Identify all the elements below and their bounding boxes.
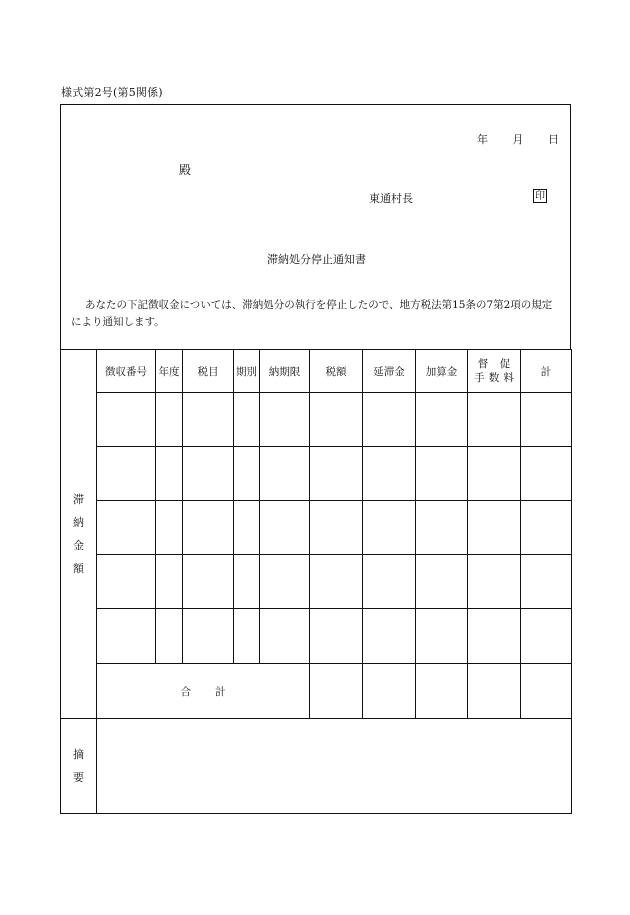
table-cell[interactable] xyxy=(416,447,468,501)
table-cell[interactable] xyxy=(156,447,183,501)
date-line xyxy=(477,131,559,147)
column-header-deadline: 納期限 xyxy=(260,350,310,393)
table-cell[interactable] xyxy=(97,447,156,501)
table-cell[interactable] xyxy=(234,501,260,555)
table-cell[interactable] xyxy=(468,393,521,447)
table-cell[interactable] xyxy=(416,555,468,609)
sum-late-fee-cell[interactable] xyxy=(363,664,416,719)
table-cell[interactable] xyxy=(183,501,234,555)
remarks-label: 摘 要 xyxy=(61,719,97,814)
table-cell[interactable] xyxy=(468,501,521,555)
table-cell[interactable] xyxy=(234,393,260,447)
table-cell[interactable] xyxy=(260,393,310,447)
table-cell[interactable] xyxy=(260,555,310,609)
column-header-additional: 加算金 xyxy=(416,350,468,393)
table-cell[interactable] xyxy=(363,501,416,555)
table-row xyxy=(61,609,572,664)
table-cell[interactable] xyxy=(234,609,260,664)
header-row xyxy=(61,350,572,393)
column-header-tax-item: 税目 xyxy=(183,350,234,393)
table-cell[interactable] xyxy=(310,609,363,664)
table-cell[interactable] xyxy=(416,393,468,447)
day-label: 日 xyxy=(548,133,559,146)
table-cell[interactable] xyxy=(416,501,468,555)
table-cell[interactable] xyxy=(97,393,156,447)
year-label: 年 xyxy=(477,133,488,146)
table-cell[interactable] xyxy=(183,393,234,447)
table-cell[interactable] xyxy=(310,393,363,447)
table-cell[interactable] xyxy=(310,447,363,501)
month-label: 月 xyxy=(512,133,524,146)
table-cell[interactable] xyxy=(234,555,260,609)
form-caption: 様式第2号(第5関係) xyxy=(61,86,163,99)
table-row xyxy=(61,555,572,609)
column-header-period: 期別 xyxy=(234,350,260,393)
delinquent-amount-label: 滞 納 金 額 xyxy=(61,350,97,719)
table-cell[interactable] xyxy=(156,501,183,555)
table-row xyxy=(61,393,572,447)
notice-body-text: あなたの下記徴収金については、滞納処分の執行を停止したので、地方税法第15条の7第2項の規定により通知します。 xyxy=(71,299,553,328)
column-header-late-fee: 延滞金 xyxy=(363,350,416,393)
table-cell[interactable] xyxy=(234,447,260,501)
table-cell[interactable] xyxy=(183,555,234,609)
remarks-row xyxy=(61,719,572,814)
table-cell[interactable] xyxy=(156,555,183,609)
table-cell[interactable] xyxy=(183,447,234,501)
column-header-total: 計 xyxy=(521,350,572,393)
column-header-year: 年度 xyxy=(156,350,183,393)
issuer-name: 東通村長 xyxy=(369,192,413,205)
notice-header-box xyxy=(60,104,571,350)
table-cell[interactable] xyxy=(310,501,363,555)
table-cell[interactable] xyxy=(468,555,521,609)
table-row xyxy=(61,447,572,501)
table-cell[interactable] xyxy=(521,555,572,609)
table-cell[interactable] xyxy=(363,393,416,447)
addressee-suffix: 殿 xyxy=(179,163,192,177)
table-cell[interactable] xyxy=(468,609,521,664)
sum-amount-cell[interactable] xyxy=(310,664,363,719)
table-cell[interactable] xyxy=(416,609,468,664)
table-cell[interactable] xyxy=(97,501,156,555)
document-title: 滞納処分停止通知書 xyxy=(267,253,366,266)
table-cell[interactable] xyxy=(183,609,234,664)
table-cell[interactable] xyxy=(156,393,183,447)
table-cell[interactable] xyxy=(363,609,416,664)
table-cell[interactable] xyxy=(156,609,183,664)
column-header-number: 徴収番号 xyxy=(97,350,156,393)
table-cell[interactable] xyxy=(363,555,416,609)
table-cell[interactable] xyxy=(260,609,310,664)
table-cell[interactable] xyxy=(468,447,521,501)
table-row xyxy=(61,501,572,555)
sum-reminder-fee-cell[interactable] xyxy=(468,664,521,719)
column-header-amount: 税額 xyxy=(310,350,363,393)
delinquent-amount-table xyxy=(60,349,572,814)
column-header-reminder-fee: 督 促 手 数 料 xyxy=(468,350,521,393)
sum-additional-cell[interactable] xyxy=(416,664,468,719)
sum-total-cell[interactable] xyxy=(521,664,572,719)
table-cell[interactable] xyxy=(521,609,572,664)
table-cell[interactable] xyxy=(260,447,310,501)
seal-mark: 印 xyxy=(535,191,545,202)
table-cell[interactable] xyxy=(521,393,572,447)
remarks-field[interactable] xyxy=(97,719,572,814)
table-cell[interactable] xyxy=(521,447,572,501)
table-cell[interactable] xyxy=(363,447,416,501)
sum-row xyxy=(61,664,572,719)
table-cell[interactable] xyxy=(97,609,156,664)
sum-label: 合 計 xyxy=(97,664,310,719)
table-cell[interactable] xyxy=(521,501,572,555)
table-cell[interactable] xyxy=(310,555,363,609)
table-cell[interactable] xyxy=(97,555,156,609)
table-cell[interactable] xyxy=(260,501,310,555)
